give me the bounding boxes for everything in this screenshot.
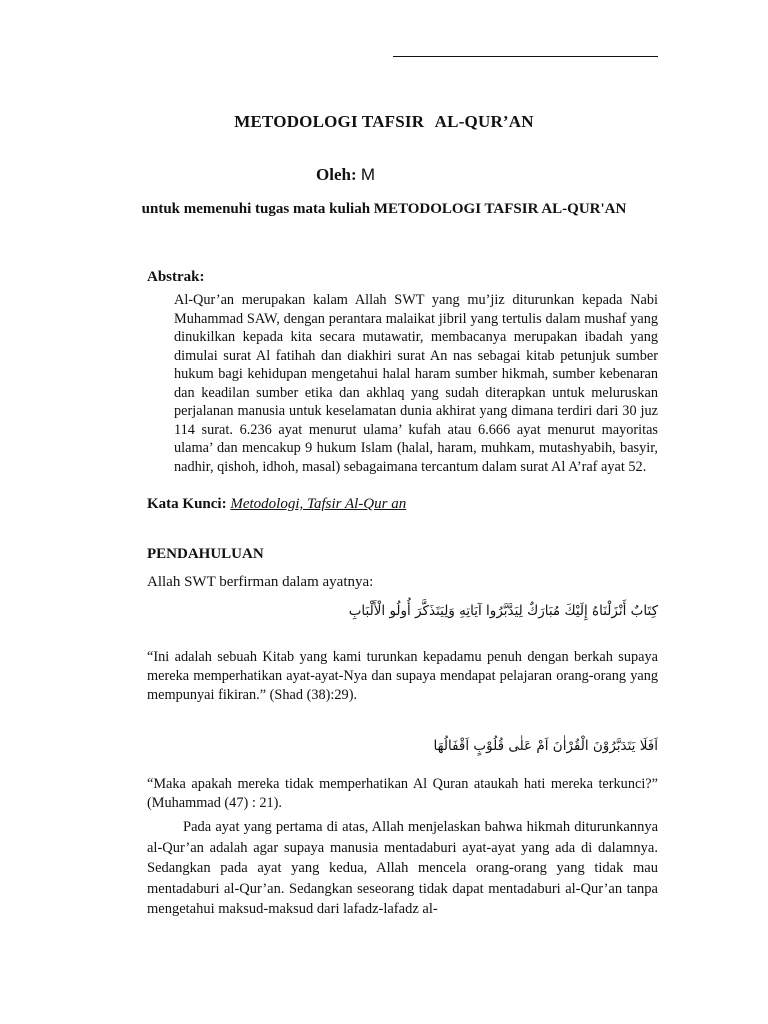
author-line: [316, 165, 375, 185]
intro-line: Allah SWT berfirman dalam ayatnya:: [147, 574, 374, 590]
title-part-2: AL-QUR’AN: [434, 112, 534, 131]
keywords-value: Metodologi, Tafsir Al-Qur an: [230, 496, 407, 512]
header-rule: [393, 56, 658, 57]
abstract-text: Al-Qur’an merupakan kalam Allah SWT yang mu’jiz diturunkan kepada Nabi Muhammad SAW, dengan perantara malaikat jibril yang tertulis dalam mushaf yang dinukilkan kepada kita secara mutawatir, membacanya merupakan ibadah yang dimulai surat Al fatihah dan diakhiri surat An nas sebagai kitab petunjuk sumber hukum bagi kehidupan mengetahui halal haram sumber hikmah, sumber kebenaran dan keadilan sumber etika dan akhlaq yang sudah diterapkan untuk meluruskan perjalanan manusia untuk keselamatan dunia akhirat yang dimana terdiri dari 30 juz 114 surat. 6.236 ayat menurut ulama’ kufah atau 6.666 ayat menurut mayoritas ulama’ dan mencakup 9 hukum Islam (halal, haram, muhkam, mutashyabih, basyir, nadhir, qishoh, idhoh, masal) sebagaimana tercantum dalam surat Al A’raf ayat 52.: [174, 292, 658, 475]
author-name: M: [360, 165, 376, 184]
section-heading: PENDAHULUAN: [147, 546, 264, 562]
author-label: Oleh:: [316, 165, 357, 184]
paper-title: [0, 112, 768, 132]
abstract-heading: Abstrak:: [147, 269, 205, 285]
translation-1: “Ini adalah sebuah Kitab yang kami turunkan kepadamu penuh dengan berkah supaya mereka memperhatikan ayat-ayat-Nya dan supaya mendapat pelajaran orang-orang yang mempunyai fikiran.” (Shad (38):29).: [147, 649, 658, 703]
title-part-1: METODOLOGI TAFSIR: [234, 112, 425, 131]
purpose-line: untuk memenuhi tugas mata kuliah METODOLOGI TAFSIR AL-QUR'AN: [141, 201, 627, 217]
keywords-line: Kata Kunci: Metodologi, Tafsir Al-Qur an: [147, 496, 407, 512]
keywords-label: Kata Kunci: [147, 496, 222, 512]
body-paragraph-text: Pada ayat yang pertama di atas, Allah menjelaskan bahwa hikmah diturunkannya al-Qur’an adalah agar supaya manusia mentadaburi ayat-ayat yang ada di dalamnya. Sedangkan pada ayat yang kedua, Allah mencela orang-orang yang tidak mau mentadaburi al-Qur’an. Sedangkan seseorang tidak dapat mentadaburi al-Qur’an tanpa mengetahui maksud-maksud dari lafadz-lafadz al-: [147, 819, 658, 917]
arabic-verse-1: كِتَابٌ أَنْزَلْنَاهُ إِلَيْكَ مُبَارَكٌ لِيَدَّبَّرُوا آيَاتِهِ وَلِيَتَذَكَّرَ أُولُو الْأَلْبَابِ: [348, 603, 658, 619]
translation-2: “Maka apakah mereka tidak memperhatikan Al Quran ataukah hati mereka terkunci?” (Muhammad (47) : 21).: [147, 776, 658, 811]
arabic-verse-2: اَفَلَا يَتَدَبَّرُوْنَ الْقُرْاٰنَ اَمْ عَلٰى قُلُوْبٍ اَقْفَالُهَا: [433, 738, 658, 754]
body-paragraph: [147, 817, 658, 920]
